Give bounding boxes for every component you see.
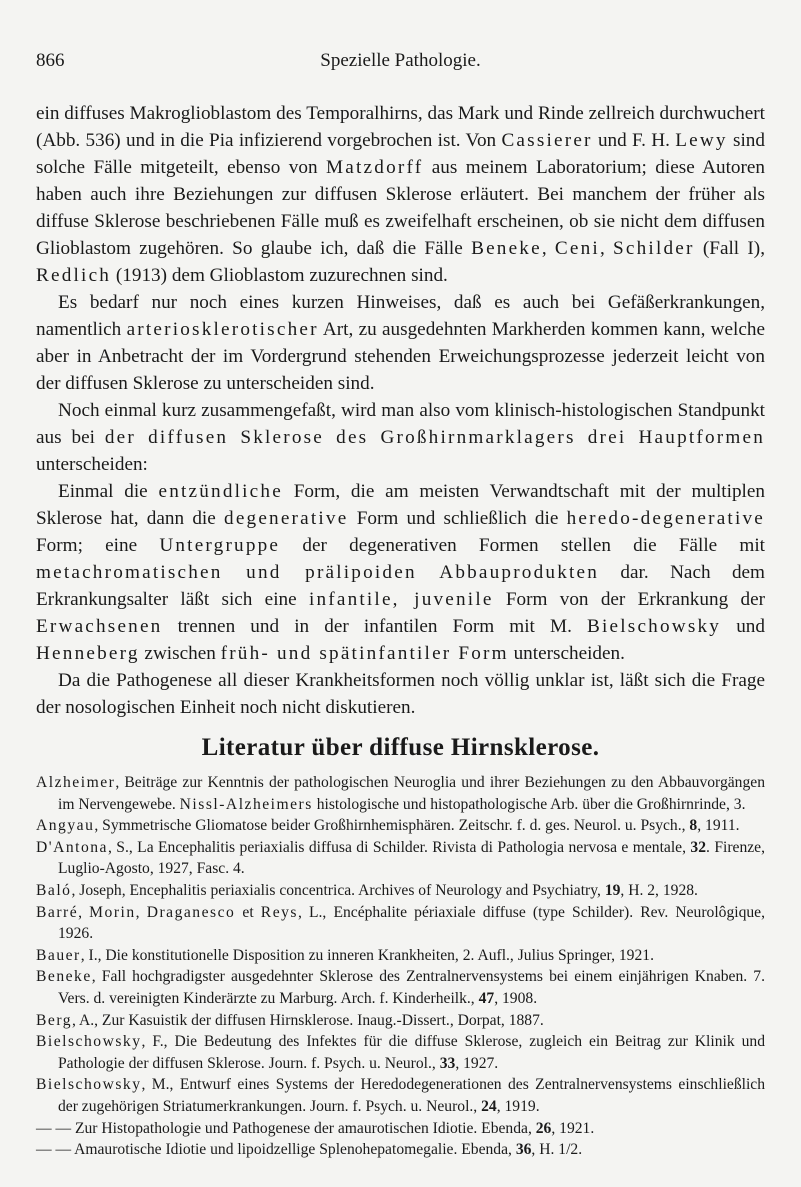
spaced-name: der diffusen Sklerose des Großhirnmarklagers drei Hauptformen xyxy=(104,427,765,448)
text-run: , A., Zur Kasuistik der diffusen Hirnsklerose. Inaug.-Dissert., Dorpat, 1887. xyxy=(72,1011,544,1029)
spaced-name: Alzheimer xyxy=(36,774,116,791)
text-run: Einmal die xyxy=(58,481,159,502)
paragraph xyxy=(36,478,765,667)
volume-number: 8 xyxy=(689,817,698,835)
volume-number: 36 xyxy=(515,1141,532,1159)
volume-number: 33 xyxy=(439,1054,456,1072)
paragraph xyxy=(36,397,765,478)
spaced-name: Bielschowsky xyxy=(36,1076,142,1094)
text-run: histologische und histopathologische Arb. über die Großhirnrinde, 3. xyxy=(312,795,746,813)
literature-heading: Literatur über diffuse Hirnsklerose. xyxy=(201,734,600,761)
reference-entry xyxy=(36,1074,765,1117)
text-run: , L., Encéphalite périaxiale diffuse (type Schilder). Rev. Neurolôgique, 1926. xyxy=(58,903,766,943)
text-run: , Symmetrische Gliomatose beider Großhirnhemisphären. Zeitschr. f. d. ges. Neurol. u. Psych., xyxy=(94,817,690,835)
text-run: (Fall I), xyxy=(694,238,765,259)
spaced-name: Ceni xyxy=(554,238,600,259)
reference-list xyxy=(36,772,765,1161)
reference-entry xyxy=(36,1118,765,1140)
text-run: Da die Pathogenese all dieser Krankheitsformen noch völlig unklar ist, läßt sich die Frage der nosologischen Einheit noch nicht diskutieren. xyxy=(36,670,765,718)
text-run: , xyxy=(135,903,147,921)
reference-entry xyxy=(36,772,765,815)
spaced-name: Erwachsenen xyxy=(36,616,163,637)
spaced-name: Beneke xyxy=(36,968,92,986)
text-run: , S., La Encephalitis periaxialis diffusa di Schilder. Rivista di Pathologia nervosa e mentale, xyxy=(107,838,691,856)
text-run: , F., Die Bedeutung des Infektes für die diffuse Sklerose, zugleich ein Beitrag zur Klinik und Pathologie der diffusen Sklerose. Journ. f. Psych. u. Neurol., xyxy=(58,1033,765,1072)
spaced-name: Cassierer xyxy=(501,130,593,151)
spaced-name: Lewy xyxy=(675,130,728,151)
text-run: , 1911. xyxy=(697,817,740,835)
spaced-name: infantile, juvenile xyxy=(308,589,494,610)
page-header xyxy=(36,50,765,80)
text-run: , 1927. xyxy=(455,1054,499,1072)
volume-number: 24 xyxy=(481,1097,497,1115)
text-run: dar. Nach dem Erkrankungsalter läßt sich eine xyxy=(36,562,765,610)
text-run: Noch einmal kurz zusammengefaßt, wird man also vom klinisch-histologischen Standpunkt aus bei xyxy=(36,400,765,448)
paragraph xyxy=(36,667,765,721)
reference-entry xyxy=(36,815,765,837)
text-run: , Joseph, Encephalitis periaxialis concentrica. Archives of Neurology and Psychiatry, xyxy=(71,881,605,899)
text-run: et xyxy=(235,903,261,921)
text-run: , 1908. xyxy=(494,989,538,1007)
text-run: — — Zur Histopathologie und Pathogenese der amaurotischen Idiotie. Ebenda, xyxy=(36,1119,536,1137)
text-run: ein diffuses Makroglioblastom des Temporalhirns, das Mark und Rinde zellreich durchwuchert (Abb. 536) und in die Pia infizierend vorgebrochen ist. Von xyxy=(36,103,765,151)
text-run: , 1919. xyxy=(496,1097,540,1115)
spaced-name: Berg xyxy=(36,1011,73,1029)
spaced-name: Bauer xyxy=(36,946,81,964)
text-run: , Fall hochgradigster ausgedehnter Sklerose des Zentralnervensystems bei einem einjährigen Knaben. 7. Vers. d. vereinigten Kinderärzte zu Marburg. Arch. f. Kinderheilk., xyxy=(58,968,765,1007)
spaced-name: Reys xyxy=(260,903,298,921)
spaced-name: Matzdorff xyxy=(326,157,424,178)
text-run: und F. H. xyxy=(592,130,676,151)
text-run: Form, die am meisten Verwandtschaft mit der multiplen Sklerose hat, dann die xyxy=(36,481,765,529)
text-run: , I., Die konstitutionelle Disposition zu inneren Krankheiten, 2. Aufl., Julius Springer, 1921. xyxy=(80,946,654,964)
text-run: aus meinem Laboratorium; diese Autoren haben auch ihre Beziehungen zur diffusen Sklerose erläutert. Bei manchem der früher als diffuse Sklerose beschriebenen Fälle muß es zweifelhaft erscheinen, ob sie nicht dem diffusen Glioblastom zugehören. So glaube ich, daß die Fälle xyxy=(36,157,765,259)
text-run: zwischen xyxy=(139,643,221,664)
running-title: Spezielle Pathologie. xyxy=(320,50,481,71)
volume-number: 26 xyxy=(535,1119,552,1137)
reference-entry xyxy=(36,1139,765,1161)
text-run: , 1921. xyxy=(551,1119,595,1137)
text-run: trennen und in der infantilen Form mit M. xyxy=(162,616,588,637)
spaced-name: Baló xyxy=(36,881,72,899)
reference-entry xyxy=(36,945,765,967)
text-run: unterscheiden: xyxy=(36,454,148,475)
spaced-name: Angyau xyxy=(36,817,95,835)
spaced-name: Bielschowsky xyxy=(36,1033,142,1051)
spaced-name: heredo-degenerative xyxy=(566,508,765,529)
text-run: Form und schließlich die xyxy=(348,508,567,529)
text-run: , xyxy=(78,903,90,921)
reference-entry xyxy=(36,966,765,1009)
reference-entry xyxy=(36,880,765,902)
text-run: . Firenze, Luglio-Agosto, 1927, Fasc. 4. xyxy=(58,838,765,878)
volume-number: 32 xyxy=(690,838,707,856)
body-text xyxy=(36,100,765,721)
text-run: Form; eine xyxy=(36,535,160,556)
text-run: Art, zu ausgedehnten Markherden kommen kann, welche aber in Anbetracht der im Vordergrund stehenden Erweichungsprozesse jederzeit leicht von der diffusen Sklerose zu unterscheiden sind. xyxy=(36,319,766,394)
text-run: unterscheiden. xyxy=(508,643,625,664)
spaced-name: Henneberg xyxy=(36,643,140,664)
text-run: der degenerativen Formen stellen die Fälle mit xyxy=(280,535,765,556)
paragraph xyxy=(36,100,765,289)
spaced-name: Draganesco xyxy=(146,903,236,921)
spaced-name: früh- und spätinfantiler Form xyxy=(220,643,509,664)
text-run: Form von der Erkrankung der xyxy=(493,589,765,610)
spaced-name: Untergruppe xyxy=(159,535,281,556)
reference-entry xyxy=(36,1010,765,1032)
reference-entry xyxy=(36,902,765,945)
spaced-name: entzündliche xyxy=(158,481,283,502)
volume-number: 19 xyxy=(604,881,621,899)
text-run: , xyxy=(541,238,555,259)
spaced-name: Schilder xyxy=(613,238,695,259)
volume-number: 47 xyxy=(478,989,495,1007)
text-run: , M., Entwurf eines Systems der Heredodegenerationen des Zentralnervensystems einschließlich der zugehörigen Striatumerkrankungen. Journ. f. Psych. u. Neurol., xyxy=(58,1076,765,1115)
reference-entry xyxy=(36,1031,765,1074)
text-run: (1913) dem Glioblastom zuzurechnen sind. xyxy=(111,265,448,286)
page-number: 866 xyxy=(36,50,65,71)
spaced-name: Beneke xyxy=(471,238,542,259)
text-run: und xyxy=(721,616,765,637)
spaced-name: Barré xyxy=(36,903,79,921)
text-run: , H. 2, 1928. xyxy=(620,881,698,899)
text-run: — — Amaurotische Idiotie und lipoidzellige Splenohepatomegalie. Ebenda, xyxy=(36,1141,516,1159)
spaced-name: metachromatischen und prälipoiden Abbauprodukten xyxy=(36,562,600,583)
paragraph xyxy=(36,289,765,397)
text-run: , H. 1/2. xyxy=(531,1141,583,1159)
spaced-name: Nissl-Alzheimers xyxy=(179,795,313,813)
spaced-name: degenerative xyxy=(224,508,349,529)
spaced-name: Morin xyxy=(89,903,136,921)
text-run: Es bedarf nur noch eines kurzen Hinweises, daß es auch bei Gefäßerkrankungen, namentlich xyxy=(36,292,765,340)
spaced-name: Bielschowsky xyxy=(587,616,722,637)
text-run: , Beiträge zur Kenntnis der pathologischen Neuroglia und ihrer Beziehungen zu den Abbauvorgängen im Nervengewebe. xyxy=(58,774,765,813)
reference-entry xyxy=(36,837,765,880)
spaced-name: arteriosklerotischer xyxy=(126,319,319,340)
text-run: sind solche Fälle mitgeteilt, ebenso von xyxy=(36,130,765,178)
spaced-name: Redlich xyxy=(36,265,112,286)
spaced-name: D'Antona xyxy=(36,838,108,856)
text-run: , xyxy=(599,238,614,259)
